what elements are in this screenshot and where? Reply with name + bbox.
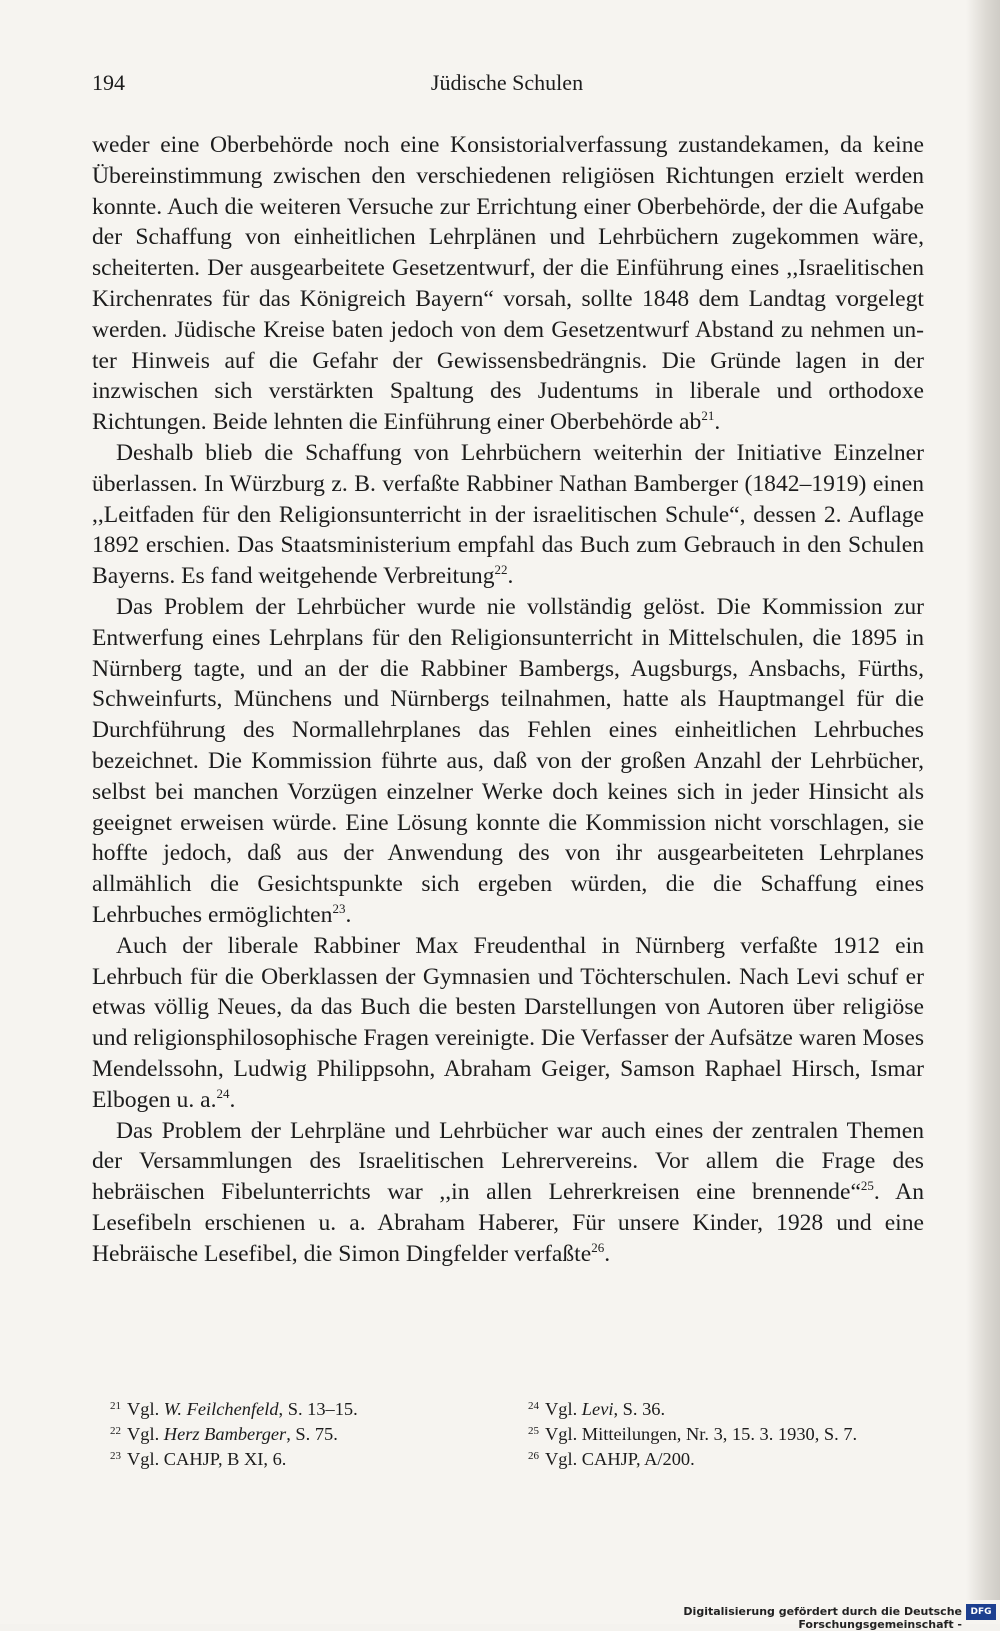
footnote-ref: 24 bbox=[216, 1085, 230, 1101]
paragraph-end: . bbox=[507, 563, 514, 590]
footnote-text: , S. 36. bbox=[613, 1399, 666, 1419]
footnote-ref: 26 bbox=[591, 1239, 605, 1255]
footnote-text: , S. 75. bbox=[286, 1424, 338, 1444]
paragraph-2 bbox=[92, 438, 924, 592]
footnote-number: 23 bbox=[110, 1450, 121, 1462]
footnotes bbox=[92, 1397, 924, 1472]
footnote-text: Vgl. bbox=[127, 1399, 164, 1419]
paragraph-text: Das Problem der Lehrpläne und Lehrbücher war auch eines der zentralen Themen der Versammlungen des Israelitischen Lehrervereins. Vor allem die Frage des hebräischen Fibelunterrichts war ,,in allen Lehrerkreisen eine brennende“ bbox=[92, 1117, 924, 1206]
paragraph-3 bbox=[92, 592, 924, 931]
footnote-number: 22 bbox=[110, 1425, 121, 1437]
paragraph-end: . bbox=[714, 409, 721, 436]
footnote bbox=[510, 1422, 924, 1447]
footnote bbox=[510, 1397, 924, 1422]
footnote-ref: 22 bbox=[494, 562, 508, 578]
footnote-number: 25 bbox=[528, 1425, 539, 1437]
paragraph-text: Deshalb blieb die Schaffung von Lehrbüchern weiterhin der Initiative Einzelner überlassen. In Würzburg z. B. verfaßte Rabbiner Nathan Bamberger (1842–1919) einen ,,Leitfaden für den Religionsunterricht in der israelitischen Schule“, dessen 2. Auflage 1892 erschien. Das Staatsministerium empfahl das Buch zum Gebrauch in den Schulen Bayerns. Es fand weitgehende Verbreitung bbox=[92, 439, 924, 590]
footnote bbox=[92, 1397, 510, 1422]
digitization-notice bbox=[570, 1600, 1000, 1631]
footnote-author: Levi bbox=[581, 1399, 614, 1419]
digitization-text: Digitalisierung gefördert durch die Deutsche Forschungsgemeinschaft - bbox=[683, 1605, 962, 1631]
footnote-number: 24 bbox=[528, 1400, 539, 1412]
footnote-text: Vgl. Mitteilungen, Nr. 3, 15. 3. 1930, S. 7. bbox=[545, 1424, 858, 1444]
footnote-author: W. Feilchenfeld bbox=[163, 1399, 279, 1419]
footnote-ref: 25 bbox=[860, 1178, 874, 1194]
body-text bbox=[92, 130, 924, 1269]
footnote-ref: 23 bbox=[332, 900, 346, 916]
paragraph-end: . bbox=[604, 1240, 611, 1267]
paragraph-text: Auch der liberale Rabbiner Max Freudenthal in Nürnberg verfaßte 1912 ein Lehrbuch für die Oberklassen der Gymnasien und Töchterschulen. Nach Levi schuf er etwas völlig Neues, da das Buch die besten Darstellungen von Autoren über religiöse und religionsphilosophische Fragen vereinigte. Die Verfasser der Aufsätze waren Moses Mendelssohn, Ludwig Philippsohn, Abraham Geiger, Samson Raphael Hirsch, Ismar Elbogen u. a. bbox=[92, 932, 924, 1113]
footnote-text: Vgl. CAHJP, A/200. bbox=[545, 1449, 695, 1469]
paragraph-end: . bbox=[229, 1086, 236, 1113]
footnote-text: , S. 13–15. bbox=[278, 1399, 358, 1419]
page-gutter-shadow bbox=[966, 0, 1000, 1600]
footnote bbox=[92, 1422, 510, 1447]
paragraph-1 bbox=[92, 130, 924, 438]
paragraph-4 bbox=[92, 931, 924, 1116]
footnote-text: Vgl. CAHJP, B XI, 6. bbox=[127, 1449, 287, 1469]
paragraph-text: weder eine Oberbehörde noch eine Konsistorialverfassung zustandekamen, da keine Übereinstimmung zwischen den verschiedenen religiösen Richtungen erzielt werden konnte. Auch die weiteren Versuche zur Errichtung einer Oberbehörde, der die Aufgabe der Schaffung von einheitlichen Lehrplänen und Lehrbüchern zugekommen wäre, scheiterten. Der ausgearbeitete Gesetzentwurf, der die Einführung eines ,,Israelitischen Kirchenrates für das Königreich Bayern“ vorsah, sollte 1848 dem Landtag vorgelegt werden. Jüdische Kreise baten jedoch von dem Gesetzentwurf Abstand zu nehmen unter Hinweis auf die Gefahr der Gewissensbedrängnis. Die Gründe lagen in der inzwischen sich verstärkten Spaltung des Judentums in liberale und orthodoxe Richtungen. Beide lehnten die Einführung einer Oberbehörde ab bbox=[92, 132, 924, 436]
paragraph-end: . bbox=[345, 901, 352, 928]
footnote-number: 26 bbox=[528, 1450, 539, 1462]
footnote bbox=[510, 1447, 924, 1472]
running-title: Jüdische Schulen bbox=[430, 70, 584, 95]
footnote-number: 21 bbox=[110, 1400, 121, 1412]
footnote bbox=[92, 1447, 510, 1472]
paragraph-5 bbox=[92, 1116, 924, 1270]
footnote-text: Vgl. bbox=[545, 1399, 582, 1419]
footnote-text: Vgl. bbox=[127, 1424, 164, 1444]
page-header bbox=[92, 70, 922, 102]
dfg-logo-icon: DFG bbox=[966, 1604, 996, 1620]
paragraph-text: Das Problem der Lehrbücher wurde nie vollständig gelöst. Die Kommission zur Entwerfung eines Lehrplans für den Religionsunterricht in Mittelschulen, die 1895 in Nürnberg tagte, und an der die Rabbiner Bambergs, Augsburgs, Ansbachs, Fürths, Schweinfurts, Münchens und Nürnbergs teilnahmen, hatte als Hauptmangel für die Durchführung des Normallehrplanes das Fehlen eines einheitlichen Lehrbuches bezeichnet. Die Kommission führte aus, daß von der großen Anzahl der Lehrbücher, selbst bei manchen Vorzügen einzelner Werke doch keines sich in jeder Hinsicht als geeignet erweisen würde. Eine Lösung konnte die Kommission nicht vorschlagen, sie hoffte jedoch, daß aus der Anwendung des von ihr ausgearbeiteten Lehrplanes allmählich die Gesichtspunkte sich ergeben würden, die die Schaffung eines Lehrbuches ermöglichten bbox=[92, 593, 924, 928]
page-number: 194 bbox=[92, 70, 125, 95]
footnote-ref: 21 bbox=[701, 408, 715, 424]
footnote-author: Herz Bamberger bbox=[163, 1424, 287, 1444]
paragraph-text: . An Lesefibeln erschienen u. a. Abraham Haberer, Für unsere Kinder, 1928 und eine Hebräische Lesefibel, die Simon Dingfelder verfaßte bbox=[92, 1179, 924, 1267]
